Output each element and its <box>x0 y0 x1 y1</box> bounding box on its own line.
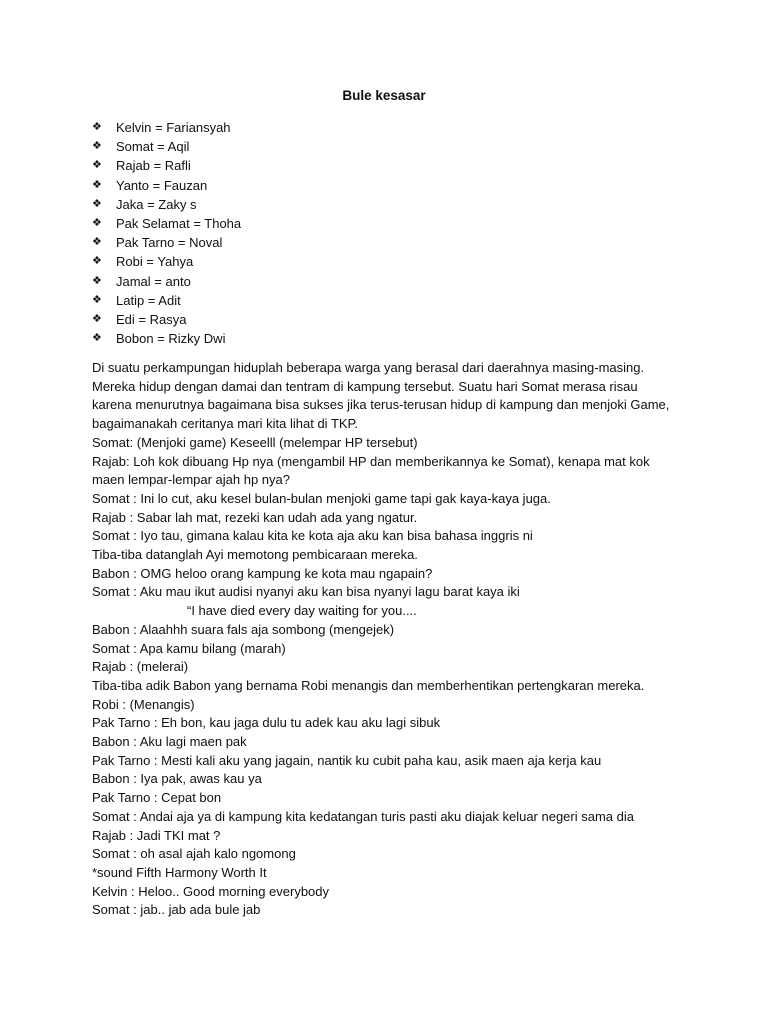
script-line: Somat : Andai aja ya di kampung kita kedatangan turis pasti aku diajak keluar negeri sama dia <box>92 808 634 824</box>
cast-item: ❖ Latip = Adit <box>92 291 241 310</box>
four-diamond-bullet-icon: ❖ <box>92 178 102 191</box>
script-line: Babon : OMG heloo orang kampung ke kota mau ngapain? <box>92 565 433 581</box>
script-line: Somat : Ini lo cut, aku kesel bulan-bulan menjoki game tapi gak kaya-kaya juga. <box>92 490 551 506</box>
script-line: maen lempar-lempar ajah hp nya? <box>92 472 290 488</box>
script-line: Robi : (Menangis) <box>92 696 195 712</box>
four-diamond-bullet-icon: ❖ <box>92 312 102 325</box>
script-line: karena menurutnya bagaimana bisa sukses jika terus-terusan hidup di kampung dan menjoki Game, <box>92 397 670 413</box>
cast-item: ❖ Edi = Rasya <box>92 310 241 329</box>
script-line: Babon : Alaahhh suara fals aja sombong (mengejek) <box>92 621 395 637</box>
script-line: Somat : Iyo tau, gimana kalau kita ke kota aja aku kan bisa bahasa inggris ni <box>92 528 533 544</box>
cast-item: ❖ Robi = Yahya <box>92 252 241 271</box>
script-line: Somat : Aku mau ikut audisi nyanyi aku kan bisa nyanyi lagu barat kaya iki <box>92 584 520 600</box>
cast-item: ❖ Somat = Aqil <box>92 137 241 156</box>
script-line: *sound Fifth Harmony Worth It <box>92 864 267 880</box>
script-line: Tiba-tiba datanglah Ayi memotong pembicaraan mereka. <box>92 547 418 563</box>
script-line: Pak Tarno : Cepat bon <box>92 790 222 806</box>
four-diamond-bullet-icon: ❖ <box>92 332 102 345</box>
script-line: Somat : Apa kamu bilang (marah) <box>92 640 286 656</box>
four-diamond-bullet-icon: ❖ <box>92 140 102 153</box>
script-line: Babon : Iya pak, awas kau ya <box>92 771 262 787</box>
four-diamond-bullet-icon: ❖ <box>92 197 102 210</box>
four-diamond-bullet-icon: ❖ <box>92 216 102 229</box>
song-lyric-line: “I have died every day waiting for you.... <box>187 603 417 619</box>
four-diamond-bullet-icon: ❖ <box>92 121 102 133</box>
script-body <box>92 359 692 920</box>
script-line: Rajab : (melerai) <box>92 659 189 675</box>
script-line: Somat: (Menjoki game) Keseelll (melempar HP tersebut) <box>92 434 418 450</box>
script-line: Rajab : Sabar lah mat, rezeki kan udah ada yang ngatur. <box>92 509 418 525</box>
four-diamond-bullet-icon: ❖ <box>92 159 102 172</box>
script-line: bagaimanakah ceritanya mari kita lihat di TKP. <box>92 416 359 432</box>
four-diamond-bullet-icon: ❖ <box>92 236 102 249</box>
cast-item: ❖ Jaka = Zaky s <box>92 195 241 214</box>
cast-item: ❖ Pak Selamat = Thoha <box>92 214 241 233</box>
four-diamond-bullet-icon: ❖ <box>92 293 102 306</box>
script-line: Pak Tarno : Mesti kali aku yang jagain, nantik ku cubit paha kau, asik maen aja kerja kau <box>92 752 602 768</box>
script-line: Rajab : Jadi TKI mat ? <box>92 827 221 843</box>
cast-item: ❖ Yanto = Fauzan <box>92 176 241 195</box>
script-line: Mereka hidup dengan damai dan tentram di kampung tersebut. Suatu hari Somat merasa risau <box>92 378 638 394</box>
cast-item: ❖ Bobon = Rizky Dwi <box>92 329 241 348</box>
script-line: Kelvin : Heloo.. Good morning everybody <box>92 883 330 899</box>
script-line: Pak Tarno : Eh bon, kau jaga dulu tu adek kau aku lagi sibuk <box>92 715 441 731</box>
script-line: Somat : jab.. jab ada bule jab <box>92 902 261 918</box>
document-title: Bule kesasar <box>342 88 426 103</box>
cast-list <box>92 118 241 348</box>
script-line: Babon : Aku lagi maen pak <box>92 734 247 750</box>
four-diamond-bullet-icon: ❖ <box>92 274 102 287</box>
cast-item: ❖ Rajab = Rafli <box>92 156 241 175</box>
cast-item: ❖ Kelvin = Fariansyah <box>92 118 241 137</box>
four-diamond-bullet-icon: ❖ <box>92 255 102 268</box>
script-line: Di suatu perkampungan hiduplah beberapa warga yang berasal dari daerahnya masing-masing. <box>92 360 645 375</box>
script-line: Rajab: Loh kok dibuang Hp nya (mengambil HP dan memberikannya ke Somat), kenapa mat kok <box>92 453 650 469</box>
script-line: Tiba-tiba adik Babon yang bernama Robi menangis dan memberhentikan pertengkaran mereka. <box>92 677 645 693</box>
cast-item: ❖ Jamal = anto <box>92 272 241 291</box>
cast-item: ❖ Pak Tarno = Noval <box>92 233 241 252</box>
script-line: Somat : oh asal ajah kalo ngomong <box>92 846 296 862</box>
